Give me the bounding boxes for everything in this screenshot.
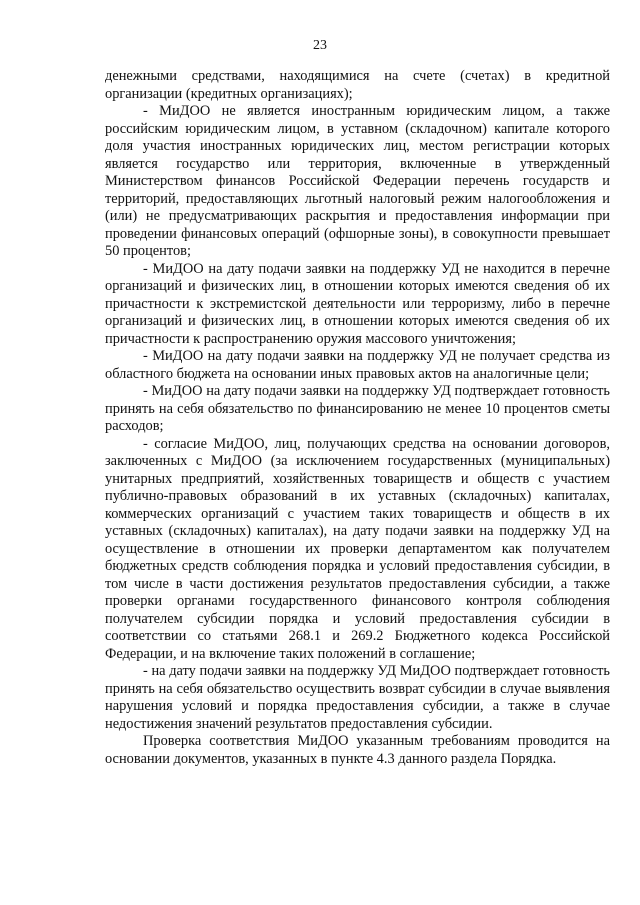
paragraph-8: Проверка соответствия МиДОО указанным требованиям проводится на основании документов, указанных в пункте 4.3 данного раздела Порядка. <box>105 733 610 767</box>
paragraph-5: - МиДОО на дату подачи заявки на поддержку УД подтверждает готовность принять на себя обязательство по финансированию не менее 10 процентов сметы расходов; <box>105 383 610 434</box>
paragraph-4: - МиДОО на дату подачи заявки на поддержку УД не получает средства из областного бюджета на основании иных правовых актов на аналогичные цели; <box>105 348 610 382</box>
paragraph-2: - МиДОО не является иностранным юридическим лицом, а также российским юридическим лицом, в уставном (складочном) капитале которого доля участия иностранных юридических лиц, местом регистрации которых является государство или территория, включенные в утвержденный Министерством финансов Российской Федерации перечень государств и территорий, предоставляющих льготный налоговый режим налогообложения и (или) не предусматривающих раскрытия и предоставления информации при проведении финансовых операций (офшорные зоны), в совокупности превышает 50 процентов; <box>105 103 610 259</box>
paragraph-1: денежными средствами, находящимися на счете (счетах) в кредитной организации (кредитных организациях); <box>105 68 610 102</box>
paragraph-3: - МиДОО на дату подачи заявки на поддержку УД не находится в перечне организаций и физических лиц, в отношении которых имеются сведения об их причастности к экстремистской деятельности или терроризму, либо в перечне организаций и физических лиц, в отношении которых имеются сведения об их причастности к распространению оружия массового уничтожения; <box>105 260 610 347</box>
page-number: 23 <box>313 38 327 53</box>
document-body <box>105 68 610 768</box>
paragraph-6: - согласие МиДОО, лиц, получающих средства на основании договоров, заключенных с МиДОО (за исключением государственных (муниципальных) унитарных предприятий, хозяйственных товариществ и обществ с участием публично-правовых образований в их уставных (складочных) капиталах, коммерческих организаций с участием таких товариществ и обществ в их уставных (складочных) капиталах), на дату подачи заявки на поддержку УД на осуществление в отношении их проверки департаментом как получателем бюджетных средств соблюдения порядка и условий предоставления субсидии, в том числе в части достижения результатов предоставления субсидии, а также проверки органами государственного финансового контроля соблюдения получателем субсидии порядка и условий предоставления субсидии в соответствии со статьями 268.1 и 269.2 Бюджетного кодекса Российской Федерации, и на включение таких положений в соглашение; <box>105 435 610 662</box>
paragraph-7: - на дату подачи заявки на поддержку УД МиДОО подтверждает готовность принять на себя обязательство осуществить возврат субсидии в случае выявления нарушения условий и порядка предоставления субсидии, а также в случае недостижения значений результатов предоставления субсидии. <box>105 663 610 732</box>
